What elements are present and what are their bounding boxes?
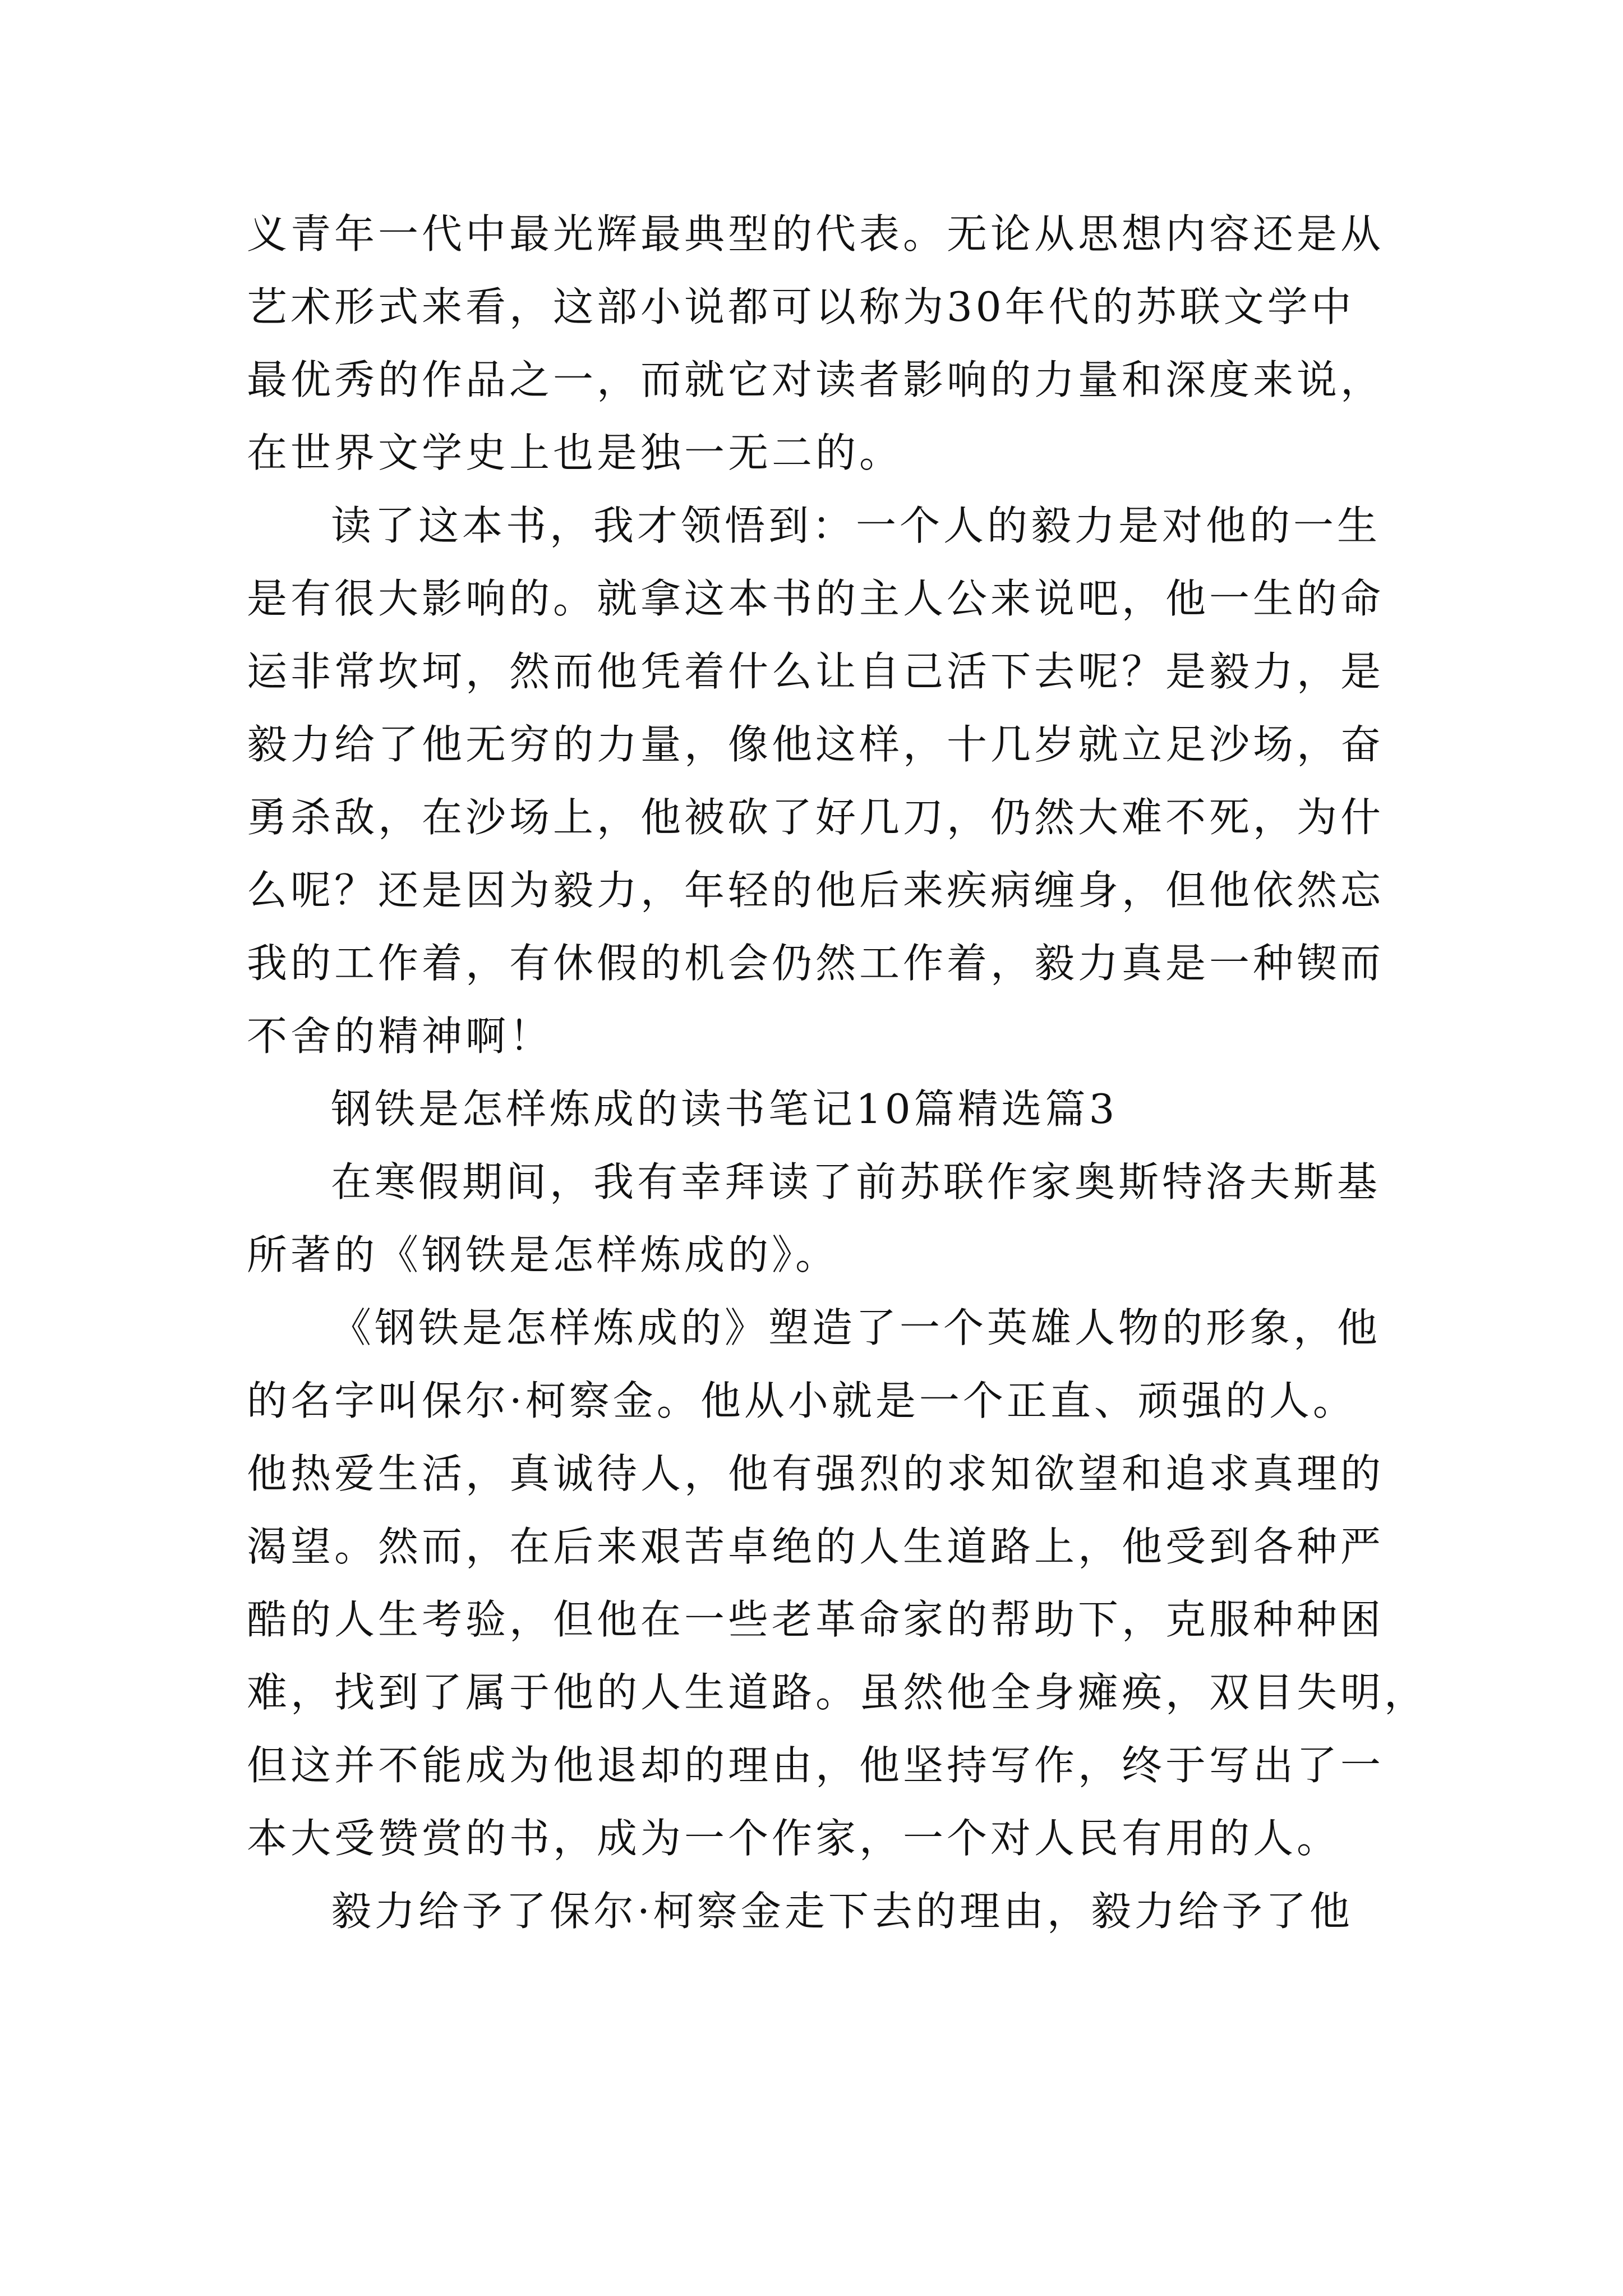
- text-line: 最优秀的作品之一，而就它对读者影响的力量和深度来说，: [247, 356, 1385, 403]
- text-line: 渴望。然而，在后来艰苦卓绝的人生道路上，他受到各种严: [247, 1523, 1385, 1570]
- text-line: 酷的人生考验，但他在一些老革命家的帮助下，克服种种困: [247, 1596, 1385, 1643]
- paragraph-first-line: 在寒假期间，我有幸拜读了前苏联作家奥斯特洛夫斯基: [331, 1158, 1381, 1205]
- paragraph-first-line: 《钢铁是怎样炼成的》塑造了一个英雄人物的形象，他: [331, 1304, 1381, 1351]
- section-heading: 钢铁是怎样炼成的读书笔记10篇精选篇3: [331, 1085, 1118, 1133]
- document-body: [247, 197, 1428, 1948]
- text-line: 他热爱生活，真诚待人，他有强烈的求知欲望和追求真理的: [247, 1450, 1385, 1497]
- text-line: 不舍的精神啊！: [247, 1013, 554, 1060]
- text-line: 难，找到了属于他的人生道路。虽然他全身瘫痪，双目失明，: [247, 1669, 1428, 1716]
- text-line: 运非常坎坷，然而他凭着什么让自己活下去呢？是毅力，是: [247, 648, 1385, 695]
- text-line: 本大受赞赏的书，成为一个作家，一个对人民有用的人。: [247, 1815, 1341, 1862]
- text-line: 我的工作着，有休假的机会仍然工作着，毅力真是一种锲而: [247, 940, 1385, 987]
- text-line: 是有很大影响的。就拿这本书的主人公来说吧，他一生的命: [247, 575, 1385, 622]
- text-line: 的名字叫保尔·柯察金。他从小就是一个正直、顽强的人。: [247, 1377, 1357, 1424]
- text-line: 勇杀敌，在沙场上，他被砍了好几刀，仍然大难不死，为什: [247, 794, 1385, 841]
- text-line: 所著的《钢铁是怎样炼成的》。: [247, 1231, 840, 1278]
- text-line: 毅力给了他无穷的力量，像他这样，十几岁就立足沙场，奋: [247, 721, 1385, 768]
- text-line: 艺术形式来看，这部小说都可以称为30年代的苏联文学中: [247, 283, 1355, 330]
- text-line: 在世界文学史上也是独一无二的。: [247, 429, 903, 476]
- text-line: 义青年一代中最光辉最典型的代表。无论从思想内容还是从: [247, 210, 1385, 257]
- paragraph-first-line: 读了这本书，我才领悟到：一个人的毅力是对他的一生: [331, 502, 1381, 549]
- text-line: 么呢？还是因为毅力，年轻的他后来疾病缠身，但他依然忘: [247, 867, 1385, 914]
- text-line: 但这并不能成为他退却的理由，他坚持写作，终于写出了一: [247, 1742, 1385, 1789]
- paragraph-first-line: 毅力给予了保尔·柯察金走下去的理由，毅力给予了他: [331, 1888, 1353, 1935]
